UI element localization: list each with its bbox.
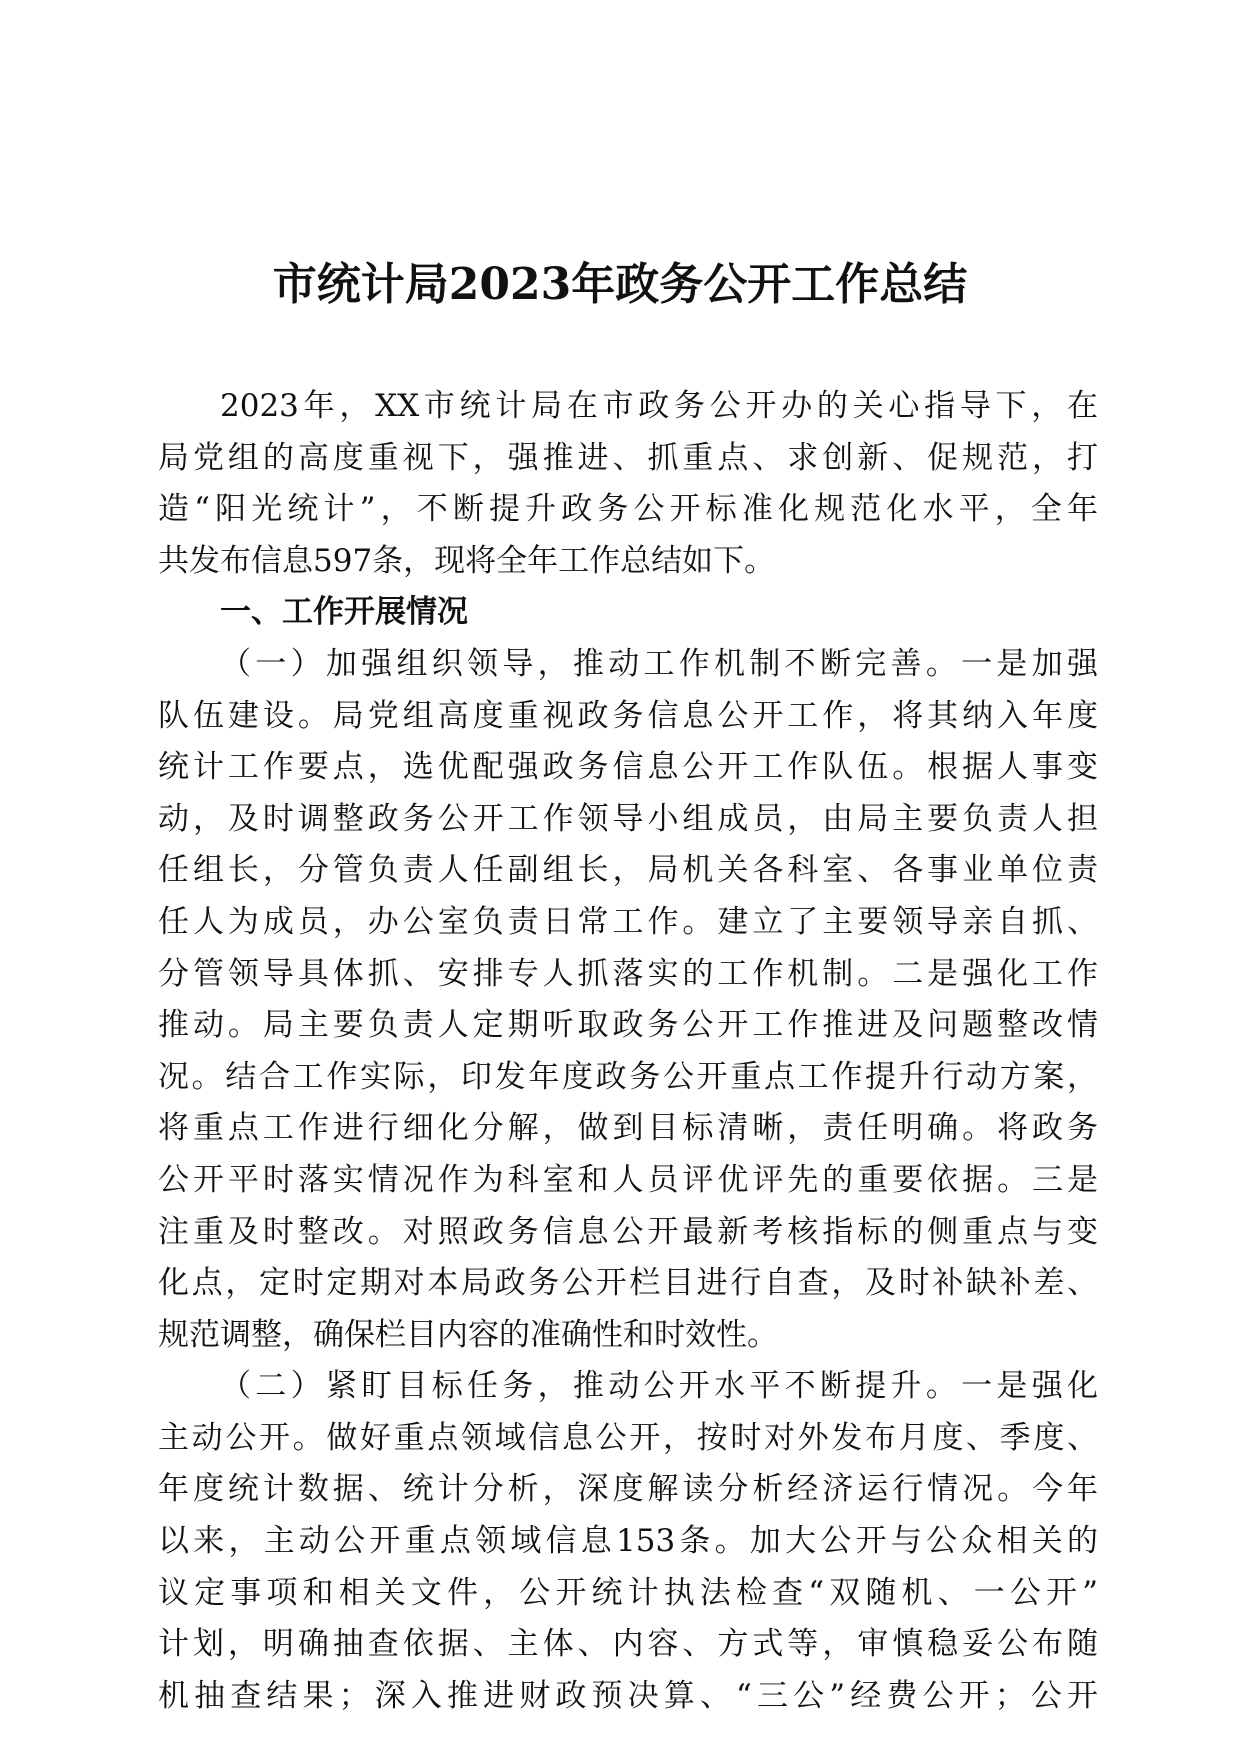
- body-text-line: （一）加强组织领导，推动工作机制不断完善。一是加强: [220, 645, 1098, 682]
- body-text-line: 局党组的高度重视下，强推进、抓重点、求创新、促规范，打: [158, 439, 1098, 476]
- body-text-line: 队伍建设。局党组高度重视政务信息公开工作，将其纳入年度: [158, 697, 1098, 734]
- body-text-line: 动，及时调整政务公开工作领导小组成员，由局主要负责人担: [158, 800, 1098, 837]
- body-text-line: 公开平时落实情况作为科室和人员评优评先的重要依据。三是: [158, 1161, 1098, 1198]
- body-text-line: 主动公开。做好重点领域信息公开，按时对外发布月度、季度、: [158, 1419, 1098, 1456]
- document-body: [158, 381, 1098, 1722]
- body-text-line: 将重点工作进行细化分解，做到目标清晰，责任明确。将政务: [158, 1110, 1098, 1147]
- document-title: 市统计局2023年政务公开工作总结: [272, 259, 968, 310]
- body-text-line: 推动。局主要负责人定期听取政务公开工作推进及问题整改情: [158, 1007, 1098, 1044]
- body-text-line: 注重及时整改。对照政务信息公开最新考核指标的侧重点与变: [158, 1213, 1098, 1250]
- body-text-line: 计划，明确抽查依据、主体、内容、方式等，审慎稳妥公布随: [158, 1626, 1098, 1663]
- body-text-line: 以来，主动公开重点领域信息153条。加大公开与公众相关的: [158, 1523, 1098, 1560]
- body-text-line: （二）紧盯目标任务，推动公开水平不断提升。一是强化: [220, 1368, 1098, 1405]
- body-text-line: 任组长，分管负责人任副组长，局机关各科室、各事业单位责: [158, 852, 1098, 889]
- body-text-line: 共发布信息597条，现将全年工作总结如下。: [158, 542, 776, 579]
- body-text-line: 年度统计数据、统计分析，深度解读分析经济运行情况。今年: [158, 1471, 1098, 1508]
- body-text-line: 分管领导具体抓、安排专人抓落实的工作机制。二是强化工作: [158, 955, 1098, 992]
- body-text-line: 议定事项和相关文件，公开统计执法检查“双随机、一公开”: [158, 1574, 1098, 1611]
- body-text-line: 统计工作要点，选优配强政务信息公开工作队伍。根据人事变: [158, 749, 1098, 786]
- section-heading: 一、工作开展情况: [220, 594, 468, 631]
- body-text-line: 2023年，XX市统计局在市政务公开办的关心指导下，在: [220, 388, 1098, 424]
- body-text-line: 况。结合工作实际，印发年度政务公开重点工作提升行动方案，: [158, 1058, 1098, 1095]
- body-text-line: 规范调整，确保栏目内容的准确性和时效性。: [158, 1316, 778, 1353]
- body-text-line: 化点，定时定期对本局政务公开栏目进行自查，及时补缺补差、: [158, 1265, 1098, 1302]
- body-text-line: 任人为成员，办公室负责日常工作。建立了主要领导亲自抓、: [158, 903, 1098, 940]
- body-text-line: 造“阳光统计”，不断提升政务公开标准化规范化水平，全年: [158, 491, 1098, 528]
- body-text-line: 机抽查结果；深入推进财政预决算、“三公”经费公开；公开: [158, 1677, 1098, 1714]
